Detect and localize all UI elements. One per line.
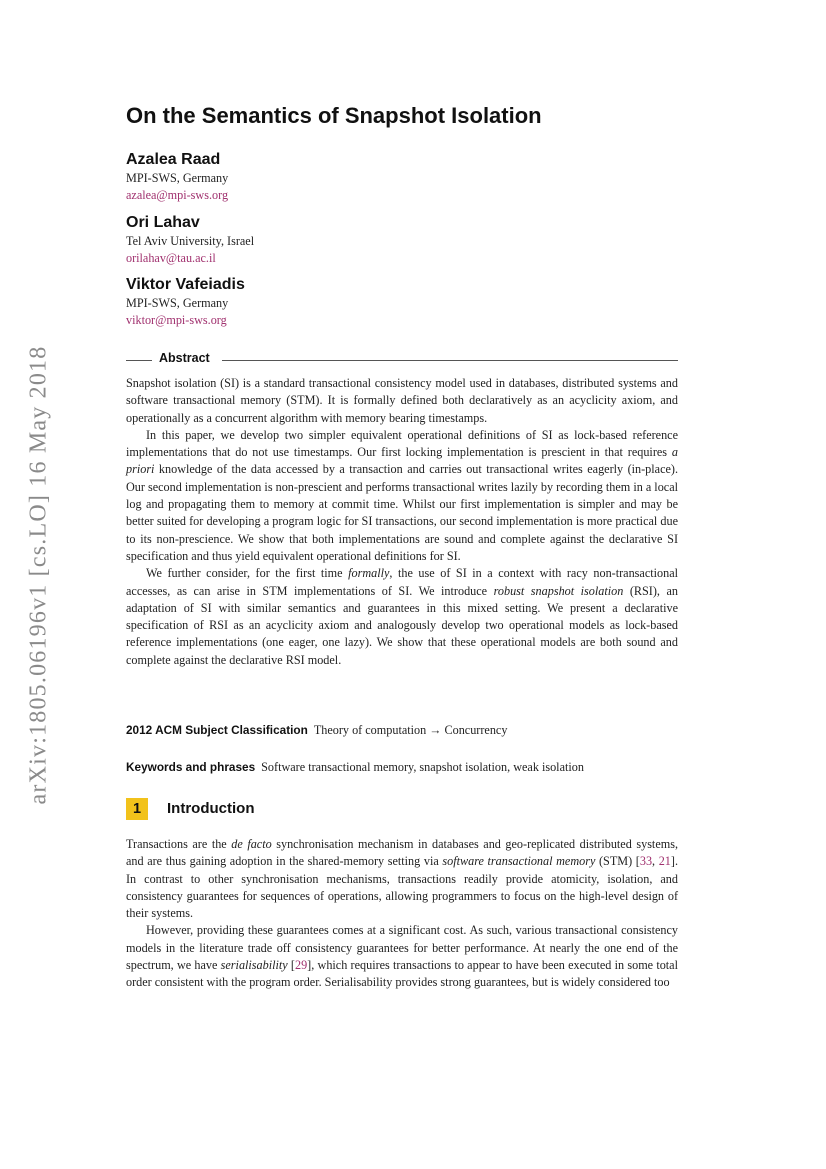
keywords-label: Keywords and phrases [126,760,256,774]
author-name: Ori Lahav [126,214,200,231]
author-block [126,150,228,204]
author-block [126,275,245,329]
arxiv-stamp-text: arXiv:1805.06196v1 [cs.LO] 16 May 2018 [25,345,52,805]
author-email[interactable]: viktor@mpi-sws.org [126,313,227,327]
acm-classification-value: Theory of computation → Concurrency [313,723,508,737]
abstract-rule-left [126,360,152,361]
intro-paragraph: However, providing these guarantees comes at a significant cost. As such, various transactional consistency models in the literature trade off consistency guarantees for better performance. At nearly the one end of the spectrum, we have serialisability [29], which requires transactions to appear to have been executed in some total order consistent with the program order. Serialisability provides strong guarantees, but is widely considered too [126,923,678,990]
abstract-label: Abstract [159,351,210,365]
abstract-paragraph: Snapshot isolation (SI) is a standard transactional consistency model used in databases, distributed systems and software transactional memory (STM). It is formally defined both declaratively as an acyclicity axiom, and operationally as a concurrent algorithm with memory bearing timestamps. [126,376,678,425]
citation-link[interactable]: 21 [658,854,671,869]
author-affiliation: MPI-SWS, Germany [126,171,229,185]
abstract-body [126,375,678,669]
arxiv-stamp [24,330,54,820]
abstract-paragraph: In this paper, we develop two simpler equivalent operational definitions of SI as lock-based reference implementations that do not use timestamps. Our first locking implementation is prescient in that requires a priori knowledge of the data accessed by a transaction and carries out transactional writes eagerly (in-place). Our second implementation is non-prescient and performs transactional writes lazily by recording them in a local log and propagating them to memory at commit time. Whilst our first implementation is simpler and may be better suited for developing a program logic for SI transactions, our second implementation is more practical due to its non-prescience. We show that both implementations are sound and complete against the declarative SI specification and thus yield equivalent operational definitions for SI. [126,427,678,563]
keywords [126,759,686,776]
author-name: Azalea Raad [126,151,221,168]
keywords-value: Software transactional memory, snapshot isolation, weak isolation [261,760,584,774]
author-affiliation: Tel Aviv University, Israel [126,234,255,248]
acm-classification-label: 2012 ACM Subject Classification [126,723,308,737]
abstract-heading [126,351,678,369]
citation-link[interactable]: 29 [294,958,308,973]
citation-link[interactable]: 33 [639,854,653,869]
author-email[interactable]: orilahav@tau.ac.il [126,251,216,265]
author-name: Viktor Vafeiadis [126,276,245,293]
section-number: 1 [126,798,148,820]
author-affiliation: MPI-SWS, Germany [126,296,229,310]
author-block [126,213,254,267]
abstract-rule-right [222,360,678,361]
intro-paragraph: Transactions are the de facto synchronisation mechanism in databases and geo-replicated distributed systems, and are thus gaining adoption in the shared-memory setting via software transactional memory (STM) [33, 21]. In contrast to other synchronisation mechanisms, transactions readily provide atomicity, isolation, and consistency guarantees for sequences of operations, allowing programmers to focus on the high-level design of their systems. [126,837,679,921]
acm-classification [126,722,686,739]
introduction-body [126,836,678,992]
paper-title: On the Semantics of Snapshot Isolation [126,103,542,128]
section-title: Introduction [167,800,255,817]
author-email[interactable]: azalea@mpi-sws.org [126,188,229,202]
abstract-paragraph: We further consider, for the first time formally, the use of SI in a context with racy non-transactional accesses, as can arise in STM implementations of SI. We introduce robust snapshot isolation (RSI), an adaptation of SI with similar semantics and guarantees in this mixed setting. We present a declarative specification of RSI as an acyclicity axiom and analogously develop two operational models as lock-based reference implementations (one eager, one lazy). We show that these operational models are both sound and complete against the declarative RSI model. [126,566,678,667]
